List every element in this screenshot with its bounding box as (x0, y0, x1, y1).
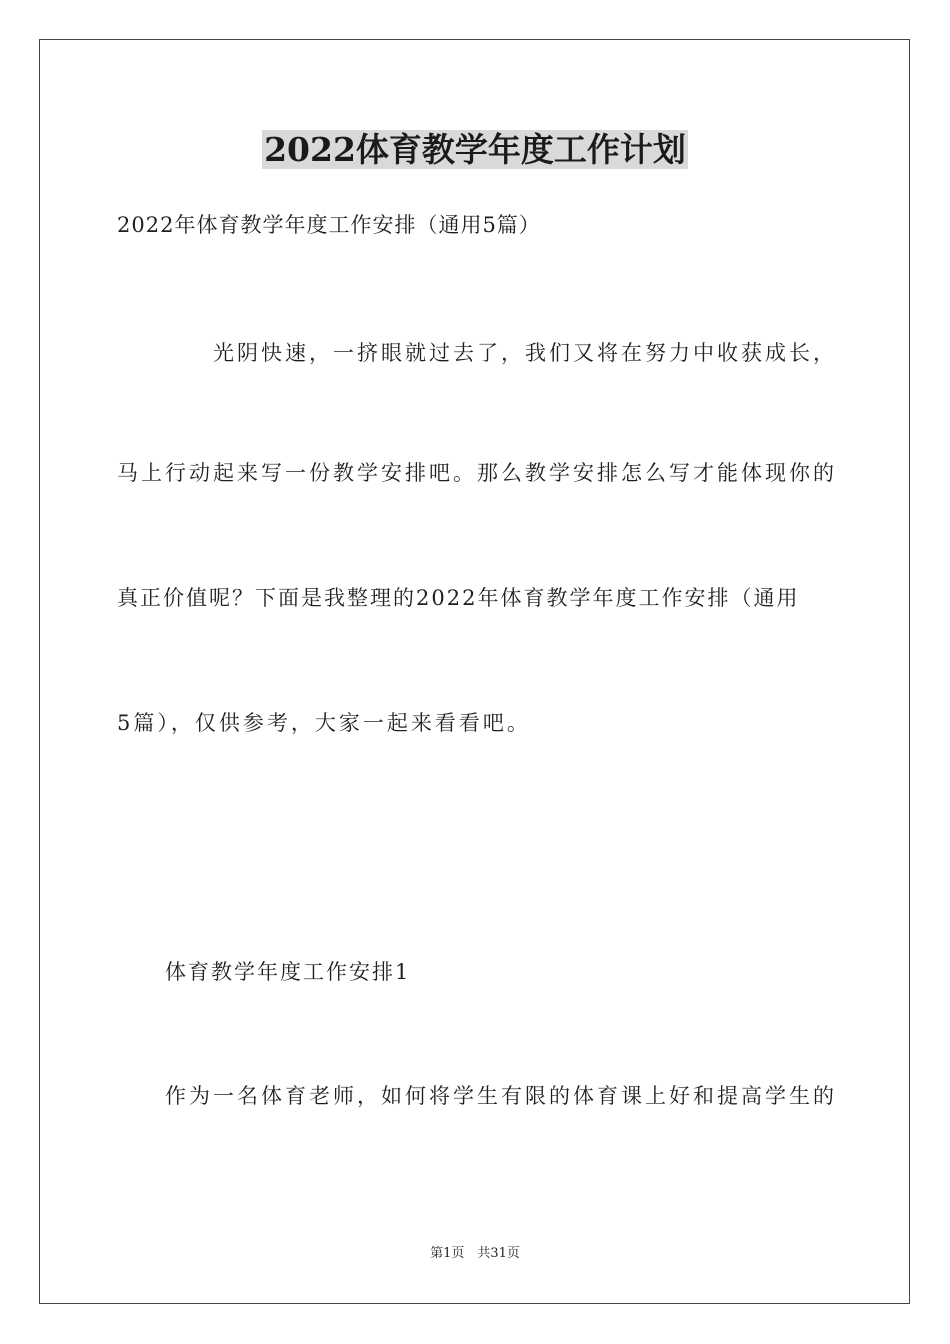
document-subtitle: 2022年体育教学年度工作安排（通用5篇） (117, 213, 541, 237)
intro-line-4: 5篇），仅供参考，大家一起来看看吧。 (117, 711, 531, 735)
page-number: 第1页 共31页 (430, 1246, 520, 1261)
document-title (0, 128, 950, 172)
section-paragraph-line-1: 作为一名体育老师，如何将学生有限的体育课上好和提高学生的 (165, 1084, 837, 1108)
intro-line-2: 马上行动起来写一份教学安排吧。那么教学安排怎么写才能体现你的 (117, 461, 837, 485)
intro-line-1: 光阴快速，一挤眼就过去了，我们又将在努力中收获成长， (213, 341, 837, 365)
section-heading: 体育教学年度工作安排1 (165, 960, 411, 984)
document-title-text: 2022体育教学年度工作计划 (264, 130, 686, 169)
intro-line-3: 真正价值呢？下面是我整理的2022年体育教学年度工作安排（通用 (117, 586, 800, 610)
